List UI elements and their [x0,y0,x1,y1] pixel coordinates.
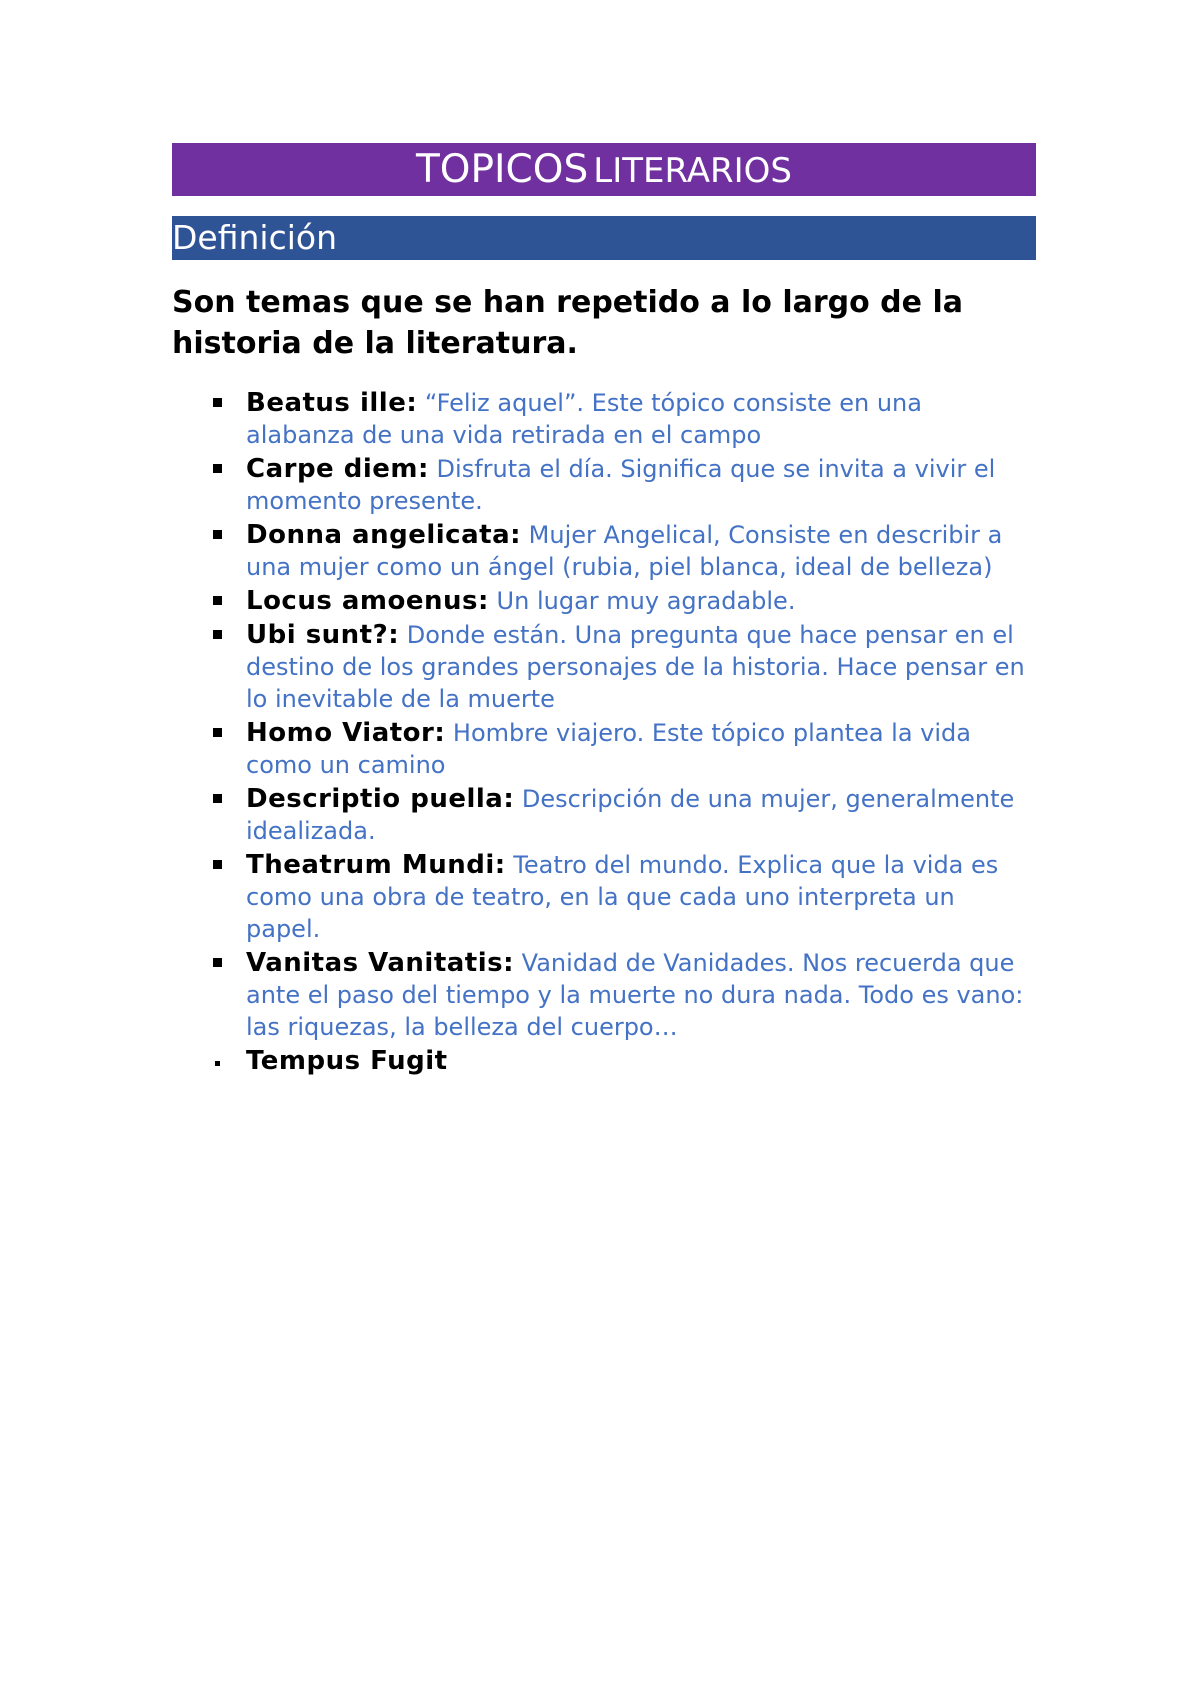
list-item [172,783,1036,847]
document-page [172,143,1036,1079]
topic-description: Hombre viajero. Este tópico plantea la vida como un camino [246,719,971,779]
list-item [172,585,1036,617]
topic-description: Mujer Angelical, Consiste en describir a una mujer como un ángel (rubia, piel blanca, ideal de belleza) [246,521,1003,581]
square-bullet-icon [213,860,222,869]
title-part-1: TOPICOS [415,147,589,192]
square-bullet-icon [213,596,222,605]
list-item [172,619,1036,715]
topic-term: Tempus Fugit [246,1046,448,1076]
topic-description: Teatro del mundo. Explica que la vida es como una obra de teatro, en la que cada uno interpreta un papel. [246,851,999,943]
square-bullet-icon [213,728,222,737]
square-bullet-icon [213,630,222,639]
document-title [172,143,1036,196]
topic-term: Ubi sunt?: [246,620,400,650]
list-item [172,519,1036,583]
topic-list [172,387,1036,1077]
list-item [172,1045,1036,1077]
list-item [172,947,1036,1043]
topic-description: Descripción de una mujer, generalmente idealizada. [246,785,1015,845]
list-item [172,849,1036,945]
topic-term: Theatrum Mundi: [246,850,506,880]
title-part-2: LITERARIOS [593,151,793,191]
topic-term: Carpe diem: [246,454,429,484]
topic-description: Disfruta el día. Significa que se invita a vivir el momento presente. [246,455,996,515]
list-item [172,453,1036,517]
square-bullet-icon [213,530,222,539]
topic-description: Vanidad de Vanidades. Nos recuerda que ante el paso del tiempo y la muerte no dura nada. Todo es vano: las riquezas, la belleza del cuerpo… [246,949,1024,1041]
square-bullet-icon [213,794,222,803]
intro-paragraph: Son temas que se han repetido a lo largo de la historia de la literatura. [172,285,963,361]
section-heading: Definición [172,216,1036,260]
topic-description: Un lugar muy agradable. [496,587,796,615]
small-square-bullet-icon [215,1061,220,1066]
topic-term: Vanitas Vanitatis: [246,948,515,978]
topic-term: Locus amoenus: [246,586,489,616]
topic-term: Homo Viator: [246,718,446,748]
topic-term: Beatus ille: [246,388,418,418]
square-bullet-icon [213,398,222,407]
topic-description: “Feliz aquel”. Este tópico consiste en una alabanza de una vida retirada en el campo [246,389,922,449]
list-item [172,387,1036,451]
topic-term: Descriptio puella: [246,784,515,814]
topic-term: Donna angelicata: [246,520,522,550]
list-item [172,717,1036,781]
square-bullet-icon [213,958,222,967]
topic-description: Donde están. Una pregunta que hace pensar en el destino de los grandes personajes de la historia. Hace pensar en lo inevitable de la muerte [246,621,1025,713]
square-bullet-icon [213,464,222,473]
